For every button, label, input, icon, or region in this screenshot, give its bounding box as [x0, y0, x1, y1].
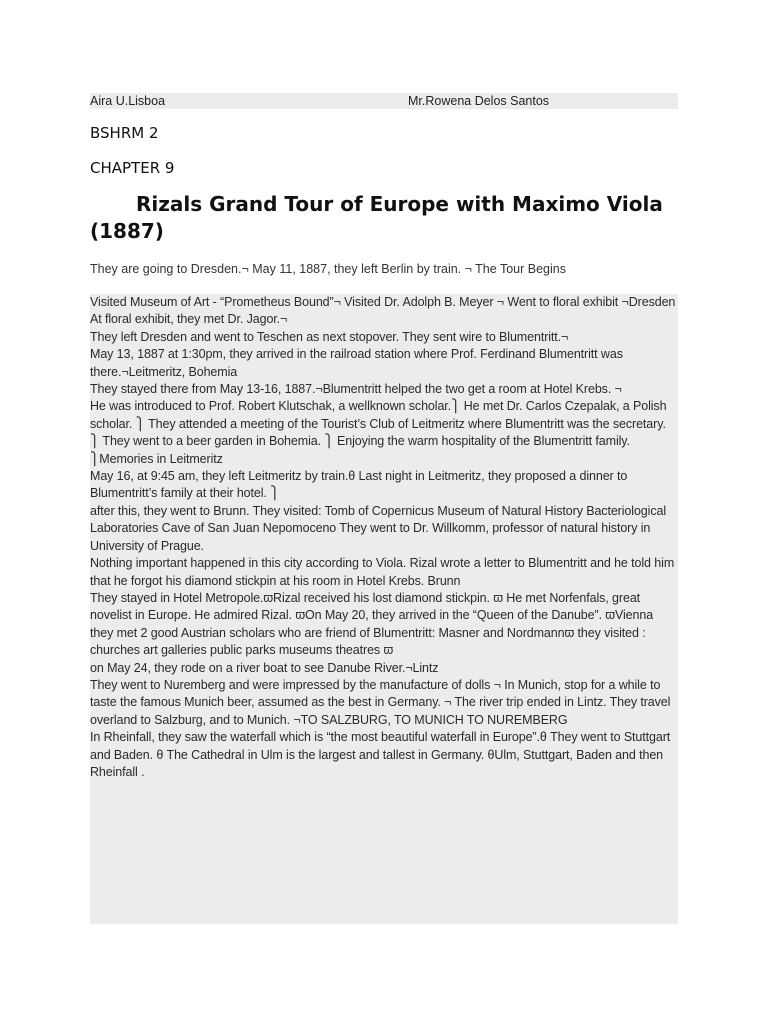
body-paragraph: They stayed in Hotel Metropole.ϖRizal received his lost diamond stickpin. ϖ He met Norfenfals, great novelist in Europe. He admired Rizal. ϖOn May 20, they arrived in the “Queen of the Danube”. ϖVienna — [90, 590, 654, 623]
body-paragraph: after this, they went to Brunn. They visited: Tomb of Copernicus Museum of Natural History Bacteriological Laboratories Cave of San Juan Nepomoceno They went to Dr. Willkomm, professor of natural history in University of Prague. — [90, 503, 667, 553]
body-paragraph: They stayed there from May 13-16, 1887.¬Blumentritt helped the two get a room at Hotel Krebs. ¬ — [90, 382, 622, 397]
body-paragraph: They went to Nuremberg and were impressed by the manufacture of dolls ¬ In Munich, stop for a while to taste the famous Munich beer, assumed as the best in Germany. ¬ The river trip ended in Lintz. They travel overland to Salzburg, and to Munich. ¬TO SALZBURG, TO MUNICH TO NUREMBERG — [90, 677, 671, 727]
author-name: Aira U.Lisboa — [90, 94, 166, 108]
body-paragraph: they met 2 good Austrian scholars who are friend of Blumentritt: Masner and Nordmannϖ they visited : churches art galleries public parks museums theatres ϖ — [90, 625, 646, 658]
body-paragraph: In Rheinfall, they saw the waterfall which is “the most beautiful waterfall in Europe”.θ They went to Stuttgart and Baden. θ The Cathedral in Ulm is the largest and tallest in Germany. θUlm, Stuttgart, Baden and then Rheinfall . — [90, 730, 671, 779]
intro-line: They are going to Dresden.¬ May 11, 1887, they left Berlin by train. ¬ The Tour Begins — [90, 262, 566, 276]
body-paragraph: They left Dresden and went to Teschen as next stopover. They sent wire to Blumentritt.¬ — [90, 329, 569, 344]
body-paragraph: May 16, at 9:45 am, they left Leitmeritz by train.θ Last night in Leitmeritz, they proposed a dinner to Blumentritt’s family at their hotel. ⎫ — [90, 469, 628, 501]
header-row — [90, 93, 678, 109]
body-paragraph: May 13, 1887 at 1:30pm, they arrived in the railroad station where Prof. Ferdinand Blumentritt was there.¬Leitmeritz, Bohemia — [90, 347, 623, 379]
body-paragraph: He was introduced to Prof. Robert Klutschak, a wellknown scholar.⎫ He met Dr. Carlos Czepalak, a Polish scholar. ⎫ They attended a meeting of the Tourist’s Club of Leitmeritz where Blumentritt was the secretary. ⎫ They went to a beer garden in Bohemia. ⎫ Enjoying the warm hospitality of the Blumentritt family. ⎫Memories in Leitmeritz — [90, 399, 667, 466]
chapter-label: CHAPTER 9 — [90, 159, 175, 177]
course-label: BSHRM 2 — [90, 124, 159, 142]
body-paragraph: Nothing important happened in this city according to Viola. Rizal wrote a letter to Blumentritt and he told him that he forgot his diamond stickpin at his room in Hotel Krebs. Brunn — [90, 556, 675, 588]
body-paragraph: At floral exhibit, they met Dr. Jagor.¬ — [90, 312, 288, 327]
document-title: Rizals Grand Tour of Europe with Maximo Viola (1887) — [90, 192, 663, 243]
teacher-name: Mr.Rowena Delos Santos — [408, 94, 550, 108]
body-text-block — [90, 294, 678, 924]
body-paragraph: on May 24, they rode on a river boat to see Danube River.¬Lintz — [90, 660, 439, 675]
body-paragraph: Visited Museum of Art - “Prometheus Bound”¬ Visited Dr. Adolph B. Meyer ¬ Went to floral exhibit ¬Dresden — [90, 295, 676, 309]
